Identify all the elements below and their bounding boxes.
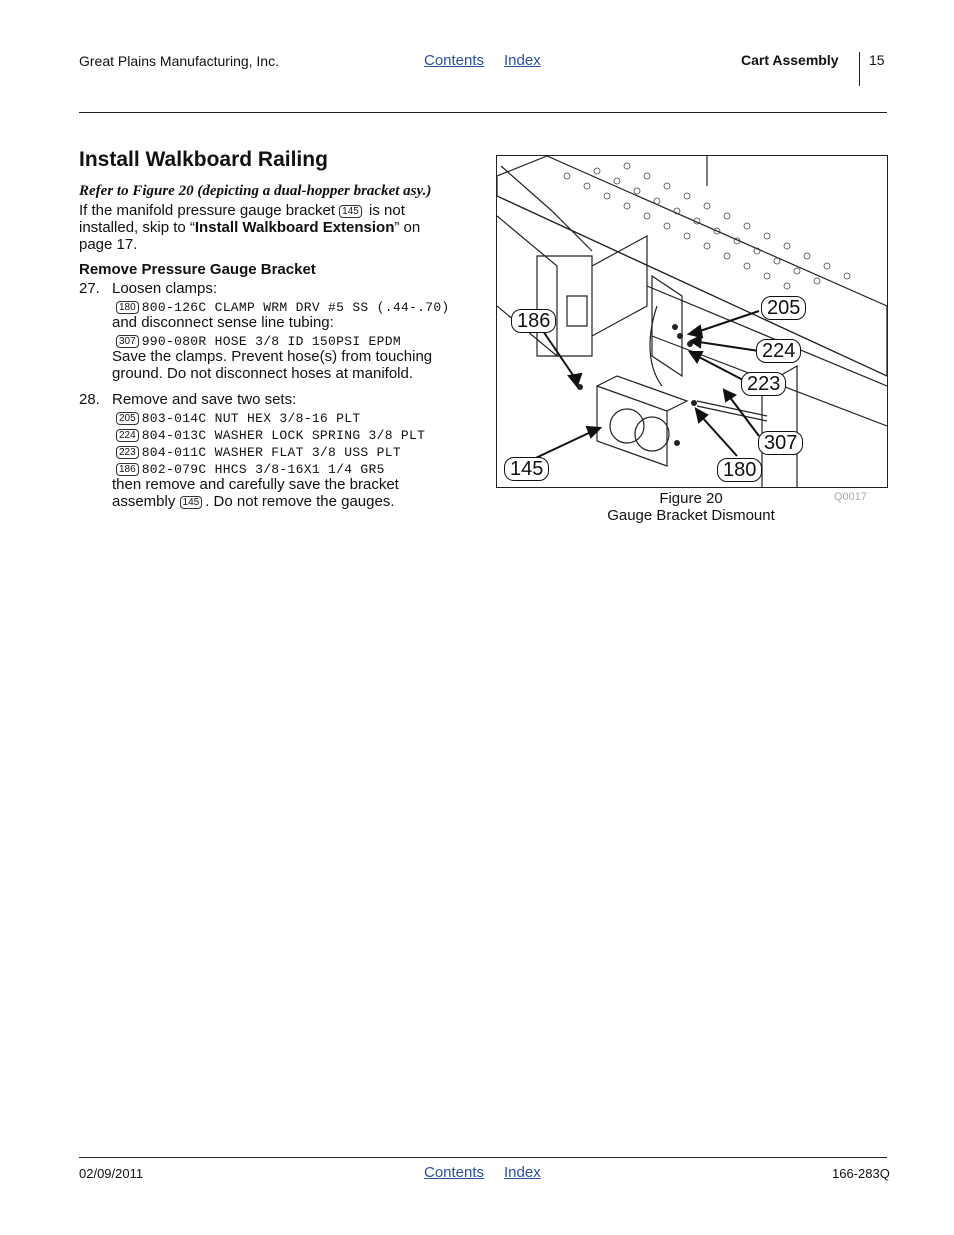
part-tag: 145 <box>339 205 362 218</box>
footer-rule <box>79 1157 887 1158</box>
callout-223: 223 <box>741 372 786 396</box>
part-tag: 224 <box>116 429 139 442</box>
part-desc: 803-014C NUT HEX 3/8-16 PLT <box>141 411 361 426</box>
step-28-part-205 <box>116 409 360 427</box>
footer-contents-link[interactable]: Contents <box>424 1164 485 1181</box>
step-28-after-text-a: then remove and carefully save the bracket assembly <box>112 476 399 510</box>
callout-145: 145 <box>504 457 549 481</box>
step-27-after: Save the clamps. Prevent hose(s) from touching ground. Do not disconnect hoses at manifold. <box>112 348 433 382</box>
intro-text-a: If the manifold pressure gauge bracket <box>79 202 335 219</box>
gauge-right <box>635 417 669 451</box>
subheading: Remove Pressure Gauge Bracket <box>79 261 316 278</box>
callout-224: 224 <box>756 339 801 363</box>
part-tag: 145 <box>180 496 203 509</box>
footer-index-link[interactable]: Index <box>504 1164 541 1181</box>
frame-plate <box>537 256 592 356</box>
part-desc: 804-011C WASHER FLAT 3/8 USS PLT <box>141 445 401 460</box>
figure-caption <box>496 490 886 524</box>
step-27-text: Loosen clamps: <box>112 280 218 297</box>
part-desc: 990-080R HOSE 3/8 ID 150PSI EPDM <box>141 334 401 349</box>
part-tag: 223 <box>116 446 139 459</box>
figure-caption-number: Figure 20 <box>659 490 723 507</box>
figure-reference: Refer to Figure 20 (depicting a dual-hopper bracket asy.) <box>79 183 432 199</box>
index-link[interactable]: Index <box>504 52 541 69</box>
callout-180: 180 <box>717 458 762 482</box>
leader-arrows <box>525 311 759 463</box>
footer-date: 02/09/2011 <box>79 1166 144 1181</box>
step-28-part-223 <box>116 443 401 461</box>
part-tag: 186 <box>116 463 139 476</box>
part-desc: 802-079C HHCS 3/8-16X1 1/4 GR5 <box>141 462 385 477</box>
part-desc: 800-126C CLAMP WRM DRV #5 SS (.44-.70) <box>141 300 450 315</box>
gauge-bracket-top <box>597 376 687 411</box>
gauge-bracket-plate <box>597 386 667 466</box>
intro-paragraph <box>79 202 454 253</box>
page-number: 15 <box>869 52 885 68</box>
frame-channel <box>592 236 647 336</box>
callout-205: 205 <box>761 296 806 320</box>
part-tag: 180 <box>116 301 139 314</box>
company-name: Great Plains Manufacturing, Inc. <box>79 53 279 69</box>
step-27-mid: and disconnect sense line tubing: <box>112 314 334 331</box>
page-title: Install Walkboard Railing <box>79 148 328 171</box>
frame-beam-left <box>497 216 557 356</box>
figure-code: Q0017 <box>834 491 868 503</box>
step-28-part-224 <box>116 426 425 444</box>
section-title: Cart Assembly <box>741 52 839 68</box>
part-desc: 804-013C WASHER LOCK SPRING 3/8 PLT <box>141 428 426 443</box>
gauge-left <box>610 409 644 443</box>
step-28-after-text-b: . Do not remove the gauges. <box>205 493 395 510</box>
header-divider <box>859 52 860 86</box>
deck-brace <box>501 166 592 251</box>
frame-slot <box>567 296 587 326</box>
step-28-text: Remove and save two sets: <box>112 391 297 408</box>
callout-307: 307 <box>758 431 803 455</box>
footer-doc-number: 166-283Q <box>832 1166 890 1181</box>
callout-186: 186 <box>511 309 556 333</box>
step-28-after <box>112 476 452 510</box>
figure-caption-title: Gauge Bracket Dismount <box>607 507 775 524</box>
intro-text-c: ” on page 17. <box>79 219 421 253</box>
contents-link[interactable]: Contents <box>424 52 485 69</box>
intro-bold-link-text: Install Walkboard Extension <box>194 219 395 236</box>
part-tag: 205 <box>116 412 139 425</box>
intro-text-b: is not installed, skip to “ <box>79 202 405 236</box>
step-27-number: 27. <box>79 280 100 297</box>
header-rule <box>79 112 887 113</box>
part-tag: 307 <box>116 335 139 348</box>
step-28-number: 28. <box>79 391 100 408</box>
